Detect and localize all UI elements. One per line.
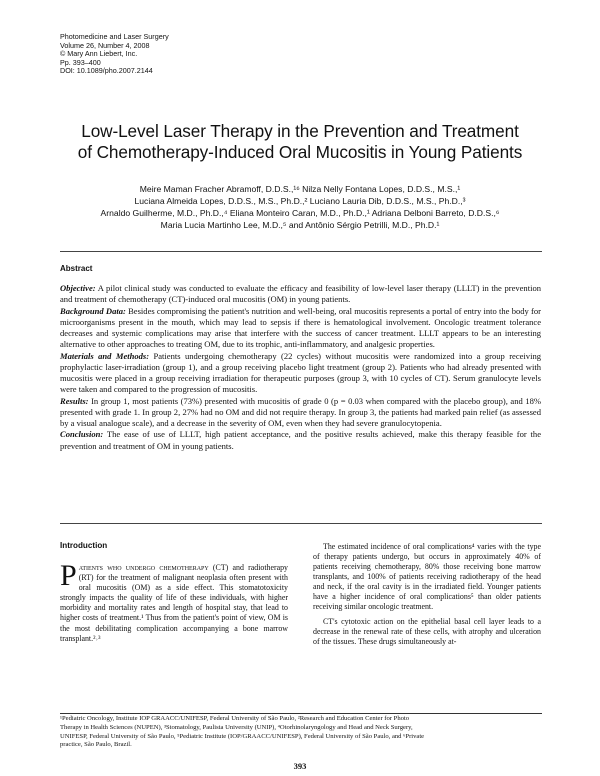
introduction-heading: Introduction — [60, 541, 108, 550]
journal-doi: DOI: 10.1089/pho.2007.2144 — [60, 66, 153, 76]
footnote-line-4: practice, São Paulo, Brazil. — [60, 741, 132, 749]
title-line-1: Low-Level Laser Therapy in the Prevention and Treatment — [81, 121, 519, 141]
footnote-line-3: UNIFESP, Federal University of São Paulo, ⁵Pediatric Institute (IOP/GRAACC/UNIFESP), Federal University of São Paulo, and ⁶Private — [60, 732, 425, 740]
intro-smallcaps: atients who undergo chemotherapy — [78, 563, 209, 573]
journal-copyright: © Mary Ann Liebert, Inc. — [60, 49, 138, 59]
abstract-results — [60, 396, 541, 430]
footnote-line-2: Therapy in Health Sciences (NUPEN), ³Stomatology, Paulista University (UNIP), ⁴Otorhinolaryngology and Head and Neck Surgery, — [60, 723, 413, 731]
intro-paragraph-1-text: (CT) and radiotherapy (RT) for the treatment of malignant neoplasia often present with oral mucositis (OM) as a side effect. This stomatotoxicity strongly impacts the quality of life of these individuals, with higher morbidity and mortality rates and length of hospital stay, that lead to higher costs of treatment.¹ Thus from the patient's point of view, OM is the most debilitating complication accompanying a bone marrow transplant.²˒³ — [60, 563, 288, 643]
abstract-bottom-rule — [60, 523, 542, 524]
abstract-conclusion — [60, 429, 541, 452]
footnote-line-1: ¹Pediatric Oncology, Institute IOP GRAACC/UNIFESP, Federal University of São Paulo, ²Research and Education Center for Photo — [60, 715, 410, 722]
intro-paragraph-3: CT's cytotoxic action on the epithelial basal cell layer leads to a decrease in the renewal rate of these cells, with atrophy and ulceration of the tissues. These drugs simultaneously at- — [313, 616, 541, 646]
authors-line-4: Maria Lucia Martinho Lee, M.D.,⁵ and Antônio Sérgio Petrilli, M.D., Ph.D.¹ — [160, 220, 440, 231]
objective-label: Objective: — [60, 283, 96, 293]
results-label: Results: — [60, 395, 89, 406]
abstract-methods — [60, 351, 541, 396]
authors-line-3: Arnaldo Guilherme, M.D., Ph.D.,⁴ Eliana Monteiro Caran, M.D., Ph.D.,¹ Adriana Delboni Barreto, D.D.S.,⁶ — [100, 208, 500, 219]
journal-pages: Pp. 393–400 — [60, 57, 101, 67]
page-number: 393 — [293, 761, 307, 771]
article-title — [40, 121, 560, 163]
intro-paragraph-1 — [60, 559, 288, 644]
abstract-background — [60, 306, 541, 351]
authors-line-2: Luciana Almeida Lopes, D.D.S., M.S., Ph.D.,² Luciano Lauria Dib, D.D.S., M.S., Ph.D.,³ — [134, 196, 466, 207]
abstract-objective — [60, 283, 541, 306]
left-column — [60, 541, 288, 644]
right-column — [313, 542, 541, 647]
methods-text: Patients undergoing chemotherapy (22 cycles) without mucositis were randomized into a group receiving prophylactic laser-irradiation (group 1), and a group receiving placebo light treatment (group 2). Patients who had already presented with mucositis were placed in a group receiving irradiation for therapeutic purposes (group 3, with 10 cycles of CT). Serum granulocyte levels were taken and compared to the progression of mucositis. — [60, 350, 541, 395]
background-label: Background Data: — [60, 305, 126, 316]
title-line-2: of Chemotherapy-Induced Oral Mucositis in Young Patients — [77, 142, 523, 162]
affiliations-footnote — [60, 715, 541, 750]
background-text: Besides compromising the patient's nutrition and well-being, oral mucositis represents a portal of entry into the body for microorganisms present in the mouth, which may lead to sepsis if there is hematological involvement. Oncologic treatment tolerance decreases and systemic complications may arise that interfere with the success of cancer treatment. LLLT appears to be an interesting alternative to other approaches to treating OM, due to its trophic, anti-inflammatory, and analgesic properties. — [60, 305, 541, 350]
footnote-rule — [60, 713, 542, 714]
abstract-heading: Abstract — [60, 264, 93, 273]
author-list — [14, 183, 586, 231]
methods-label: Materials and Methods: — [60, 350, 150, 361]
abstract-body — [60, 283, 541, 452]
conclusion-label: Conclusion: — [60, 429, 104, 440]
conclusion-text: The ease of use of LLLT, high patient acceptance, and the positive results achieved, make this therapy feasible for the prevention and treatment of OM in young patients. — [60, 429, 541, 451]
objective-text: A pilot clinical study was conducted to evaluate the efficacy and feasibility of low-level laser therapy (LLLT) in the prevention and treatment of chemotherapy (CT)-induced oral mucositis (OM) in young patients. — [60, 283, 541, 305]
drop-cap: P — [60, 559, 77, 593]
abstract-top-rule — [60, 251, 542, 252]
intro-paragraph-2: The estimated incidence of oral complications⁴ varies with the type of therapy patients undergo, but occurs in approximately 40% of patients receiving chemotherapy, 80% those receiving bone marrow transplants, and 100% of patients receiving radiotherapy of the head and neck, if the oral cavity is in the irradiated field. Younger patients have a higher incidence of oral complications⁵ than older patients receiving similar oncologic treatment. — [313, 542, 541, 612]
journal-header — [60, 33, 169, 76]
journal-name: Photomedicine and Laser Surgery — [60, 32, 169, 41]
authors-line-1: Meire Maman Fracher Abramoff, D.D.S.,¹⁶ Nilza Nelly Fontana Lopes, D.D.S., M.S.,¹ — [139, 184, 461, 194]
results-text: In group 1, most patients (73%) presented with mucositis of grade 0 (p = 0.03 when compared with the placebo group), and 18% presented with grade 1. In group 2, 27% had no OM and did not require therapy. In group 3, the patients had marked pain relief (as assessed by a visual analogue scale), and a decrease in the severity of OM, even when they had severe granulocytopenia. — [60, 395, 541, 428]
journal-volume: Volume 26, Number 4, 2008 — [60, 40, 150, 50]
